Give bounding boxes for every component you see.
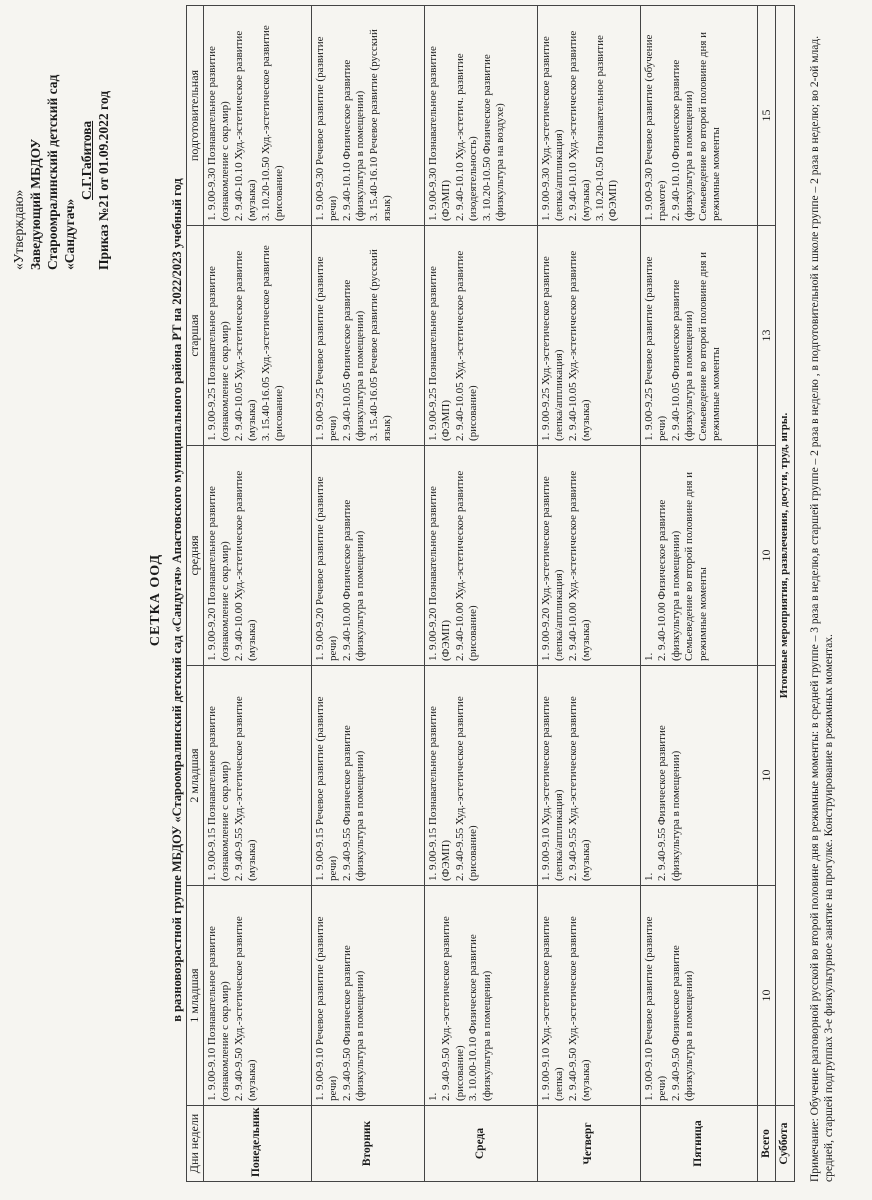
table-row [640, 6, 757, 1182]
lesson-entry: 2. 9.40-9.50 Физическое развитие (физкультура в помещении) [669, 945, 695, 1101]
schedule-cell [203, 6, 311, 226]
lesson-entry: 2. 9.40-9.50 Физическое развитие (физкультура в помещении) [340, 945, 366, 1101]
lesson-entry: 2. 9.40-10.05 Худ.-эстетическое развитие (музыка) [232, 250, 258, 441]
schedule-cell [203, 886, 311, 1106]
document-title: СЕТКА ООД [148, 553, 163, 647]
lesson-entry: 1. 9.00-9.10 Познавательное развитие (ознакомление с окр.мир) [205, 926, 231, 1101]
table-row [203, 6, 311, 1182]
lesson-entry: 1. 9.00-9.30 Худ.-эстетическое развитие (лепка/аппликация) [539, 36, 565, 221]
lesson-entry: 3. 15.40-16.05 Речевое развитие (русский язык) [367, 249, 393, 441]
totals-row [757, 6, 776, 1182]
schedule-cell [203, 226, 311, 446]
schedule-cell [537, 886, 640, 1106]
footnote: Примечание: Обучение разговорной русской во второй половине дня в режимные моменты: в средней группе – 3 раза в неделю,в старшей группе – 2 раза в неделю , в подготовительной к школе группе – 2 раза в неделю; во 2-ой млад. средней, старшей подгруппах 3-е физкультурное занятие на прогулке. Конструирование в режимных моментах. [809, 35, 835, 1182]
lesson-entry: 1. 9.00-9.15 Познавательное развитие (ознакомление с окр.мир) [205, 706, 231, 881]
lesson-entry: 1. 9.00-9.30 Познавательное развитие (ознакомление с окр.мир) [205, 46, 231, 221]
day-label: Среда [424, 1106, 537, 1182]
total-value: 15 [757, 6, 776, 226]
lesson-entry: 2. 9.40-10.00 Худ.-эстетическое развитие (музыка) [232, 470, 258, 661]
schedule-cell [424, 6, 537, 226]
lesson-entry: 1. 9.00-9.25 Речевое развитие (развитие речи) [642, 256, 668, 441]
table-row [424, 6, 537, 1182]
table-row [311, 6, 424, 1182]
lesson-entry: 1. 9.00-9.20 Речевое развитие (развитие речи) [313, 476, 339, 661]
header-group-5: подготовительная [187, 6, 204, 226]
schedule-cell [311, 226, 424, 446]
lesson-entry: 3. 15.40-16.10 Речевое развитие (русский язык) [367, 29, 393, 221]
lesson-entry: Семьеведение во второй половине дня и режимные моменты [696, 251, 722, 441]
lesson-entry: 2. 9.40-10.10 Худ.-эстетическое развитие (музыка) [232, 30, 258, 221]
lesson-entry: 1. 9.00-9.20 Познавательное развитие (ФЭМП) [426, 486, 452, 661]
lesson-entry: 1. 9.00-9.25 Худ.-эстетическое развитие (лепка/аппликация) [539, 256, 565, 441]
lesson-entry: 2. 9.40-9.55 Физическое развитие (физкультура в помещении) [656, 725, 682, 881]
day-label: Вторник [311, 1106, 424, 1182]
lesson-entry: 3. 10.20-10.50 Худ.-эстетическое развитие (рисование) [259, 25, 285, 221]
lesson-entry: 3. 10.20-10.50 Физическое развитие (физкультура на воздухе) [480, 54, 506, 221]
total-value: 10 [757, 446, 776, 666]
lesson-entry: 1. 9.00-9.10 Речевое развитие (развитие речи) [313, 916, 339, 1101]
schedule-cell [537, 666, 640, 886]
lesson-entry: 1. 9.00-9.10 Худ.-эстетическое развитие (лепка/аппликация) [539, 696, 565, 881]
lesson-entry: 2. 9.40-9.55 Физическое развитие (физкультура в помещении) [340, 725, 366, 881]
lesson-entry: 1. 9.00-9.20 Познавательное развитие (ознакомление с окр.мир) [205, 486, 231, 661]
header-group-4: старшая [187, 226, 204, 446]
lesson-entry: 1. 9.00-9.25 Познавательное развитие (ФЭМП) [426, 266, 452, 441]
lesson-entry: 2. 9.40-10.00 Худ.-эстетическое развитие (музыка) [566, 470, 592, 661]
total-value: 13 [757, 226, 776, 446]
approval-line: «Сандугач» [62, 198, 77, 270]
day-label: Суббота [776, 1106, 795, 1182]
lesson-entry: 3. 15.40-16.05 Худ.-эстетическое развитие (рисование) [259, 245, 285, 441]
lesson-entry: 2. 9.40-10.00 Физическое развитие (физкультура в помещении) [340, 499, 366, 661]
lesson-entry: 1. 9.00-9.30 Познавательное развитие (ФЭМП) [426, 46, 452, 221]
lesson-entry: 2. 9.40-9.50 Худ.-эстетическое развитие (музыка) [566, 916, 592, 1101]
table-row [537, 6, 640, 1182]
schedule-cell [203, 666, 311, 886]
lesson-entry: 1. 9.00-9.15 Речевое развитие (развитие речи) [313, 696, 339, 881]
schedule-cell [640, 886, 757, 1106]
lesson-entry: Семьеведение во второй половине дня и режимные моменты [683, 471, 709, 661]
schedule-cell [640, 6, 757, 226]
lesson-entry: 2. 9.40-10.10 Худ.-эстетич. развитие (изодеятельность) [453, 53, 479, 221]
schedule-cell [311, 6, 424, 226]
schedule-cell [311, 886, 424, 1106]
lesson-entry: 1. 9.00-9.30 Речевое развитие (развитие речи) [313, 36, 339, 221]
lesson-entry: 1. 9.00-9.30 Речевое развитие (обучение грамоте) [642, 34, 668, 221]
approval-order: Приказ №21 от 01.09.2022 год [96, 90, 111, 270]
schedule-cell [537, 6, 640, 226]
saturday-activities: Итоговые мероприятия, развлечения, досуги, труд, игры. [776, 6, 795, 1106]
day-label: Понедельник [203, 1106, 311, 1182]
day-label: Всего [757, 1106, 776, 1182]
lesson-entry: 2. 9.40-10.05 Худ.-эстетическое развитие (рисование) [453, 250, 479, 441]
lesson-entry: 1. 9.00-9.25 Познавательное развитие (ознакомление с окр.мир) [205, 266, 231, 441]
approval-signature: С.Г.Габитова [79, 120, 94, 200]
lesson-entry: 2. 9.40-10.05 Физическое развитие (физкультура в помещении) [669, 279, 695, 441]
lesson-entry: 1. [642, 652, 655, 661]
schedule-cell [311, 666, 424, 886]
schedule-cell [537, 446, 640, 666]
day-label: Четверг [537, 1106, 640, 1182]
approval-line: Заведующий МБДОУ [28, 138, 43, 270]
header-group-3: средняя [187, 446, 204, 666]
lesson-entry: 2. 9.40-9.55 Худ.-эстетическое развитие (музыка) [566, 696, 592, 881]
lesson-entry: 2. 9.40-9.50 Худ.-эстетическое развитие (музыка) [232, 916, 258, 1101]
schedule-cell [311, 446, 424, 666]
lesson-entry: 1. [426, 1092, 439, 1101]
schedule-cell [424, 886, 537, 1106]
day-label: Пятница [640, 1106, 757, 1182]
schedule-cell [640, 446, 757, 666]
schedule-cell [537, 226, 640, 446]
lesson-entry: 2. 9.40-10.05 Худ.-эстетическое развитие (музыка) [566, 250, 592, 441]
total-value: 10 [757, 886, 776, 1106]
lesson-entry: 2. 9.40-10.10 Физическое развитие (физкультура в помещении) [669, 59, 695, 221]
lesson-entry: 3. 10.00-10.10 Физическое развитие (физкультура в помещении) [467, 934, 493, 1101]
schedule-cell [203, 446, 311, 666]
schedule-cell [424, 666, 537, 886]
lesson-entry: 2. 9.40-9.50 Худ.-эстетическое развитие (рисование) [440, 916, 466, 1101]
lesson-entry: 1. 9.00-9.25 Речевое развитие (развитие речи) [313, 256, 339, 441]
lesson-entry: 1. 9.00-9.10 Речевое развитие (развитие речи) [642, 916, 668, 1101]
approval-line: Староомралинский детский сад [45, 74, 60, 270]
schedule-cell [640, 666, 757, 886]
total-value: 10 [757, 666, 776, 886]
approval-block [10, 10, 112, 270]
schedule-cell [640, 226, 757, 446]
lesson-entry: 2. 9.40-9.55 Худ.-эстетическое развитие (рисование) [453, 696, 479, 881]
lesson-entry: 2. 9.40-10.10 Худ.-эстетическое развитие (музыка) [566, 30, 592, 221]
lesson-entry: 2. 9.40-9.55 Худ.-эстетическое развитие (музыка) [232, 696, 258, 881]
lesson-entry: 2. 9.40-10.05 Физическое развитие (физкультура в помещении) [340, 279, 366, 441]
header-group-2: 2 младшая [187, 666, 204, 886]
lesson-entry: 1. [642, 872, 655, 881]
schedule-cell [424, 446, 537, 666]
header-row [187, 6, 204, 1182]
document-subtitle: в разновозрастной группе МБДОУ «Староомралинский детский сад «Сандугач» Апастовского муниципального района РТ на 2022/2023 учебный год [170, 178, 184, 1022]
schedule-cell [424, 226, 537, 446]
lesson-entry: 1. 9.00-9.15 Познавательное развитие (ФЭМП) [426, 706, 452, 881]
header-group-1: 1 младшая [187, 886, 204, 1106]
lesson-entry: Семьеведение во второй половине дня и режимные моменты [696, 31, 722, 221]
saturday-row [776, 6, 795, 1182]
lesson-entry: 1. 9.00-9.10 Худ.-эстетическое развитие (лепка) [539, 916, 565, 1101]
lesson-entry: 2. 9.40-10.10 Физическое развитие (физкультура в помещении) [340, 59, 366, 221]
lesson-entry: 3. 10.20-10.50 Познавательное развитие (ФЭМП) [593, 35, 619, 221]
header-days: Дни недели [187, 1106, 204, 1182]
schedule-table [186, 5, 795, 1182]
approval-line: «Утверждаю» [11, 189, 26, 270]
lesson-entry: 1. 9.00-9.20 Худ.-эстетическое развитие (лепка/аппликация) [539, 476, 565, 661]
lesson-entry: 2. 9.40-10.00 Худ.-эстетическое развитие (рисование) [453, 470, 479, 661]
lesson-entry: 2. 9.40-10.00 Физическое развитие (физкультура в помещении) [656, 499, 682, 661]
